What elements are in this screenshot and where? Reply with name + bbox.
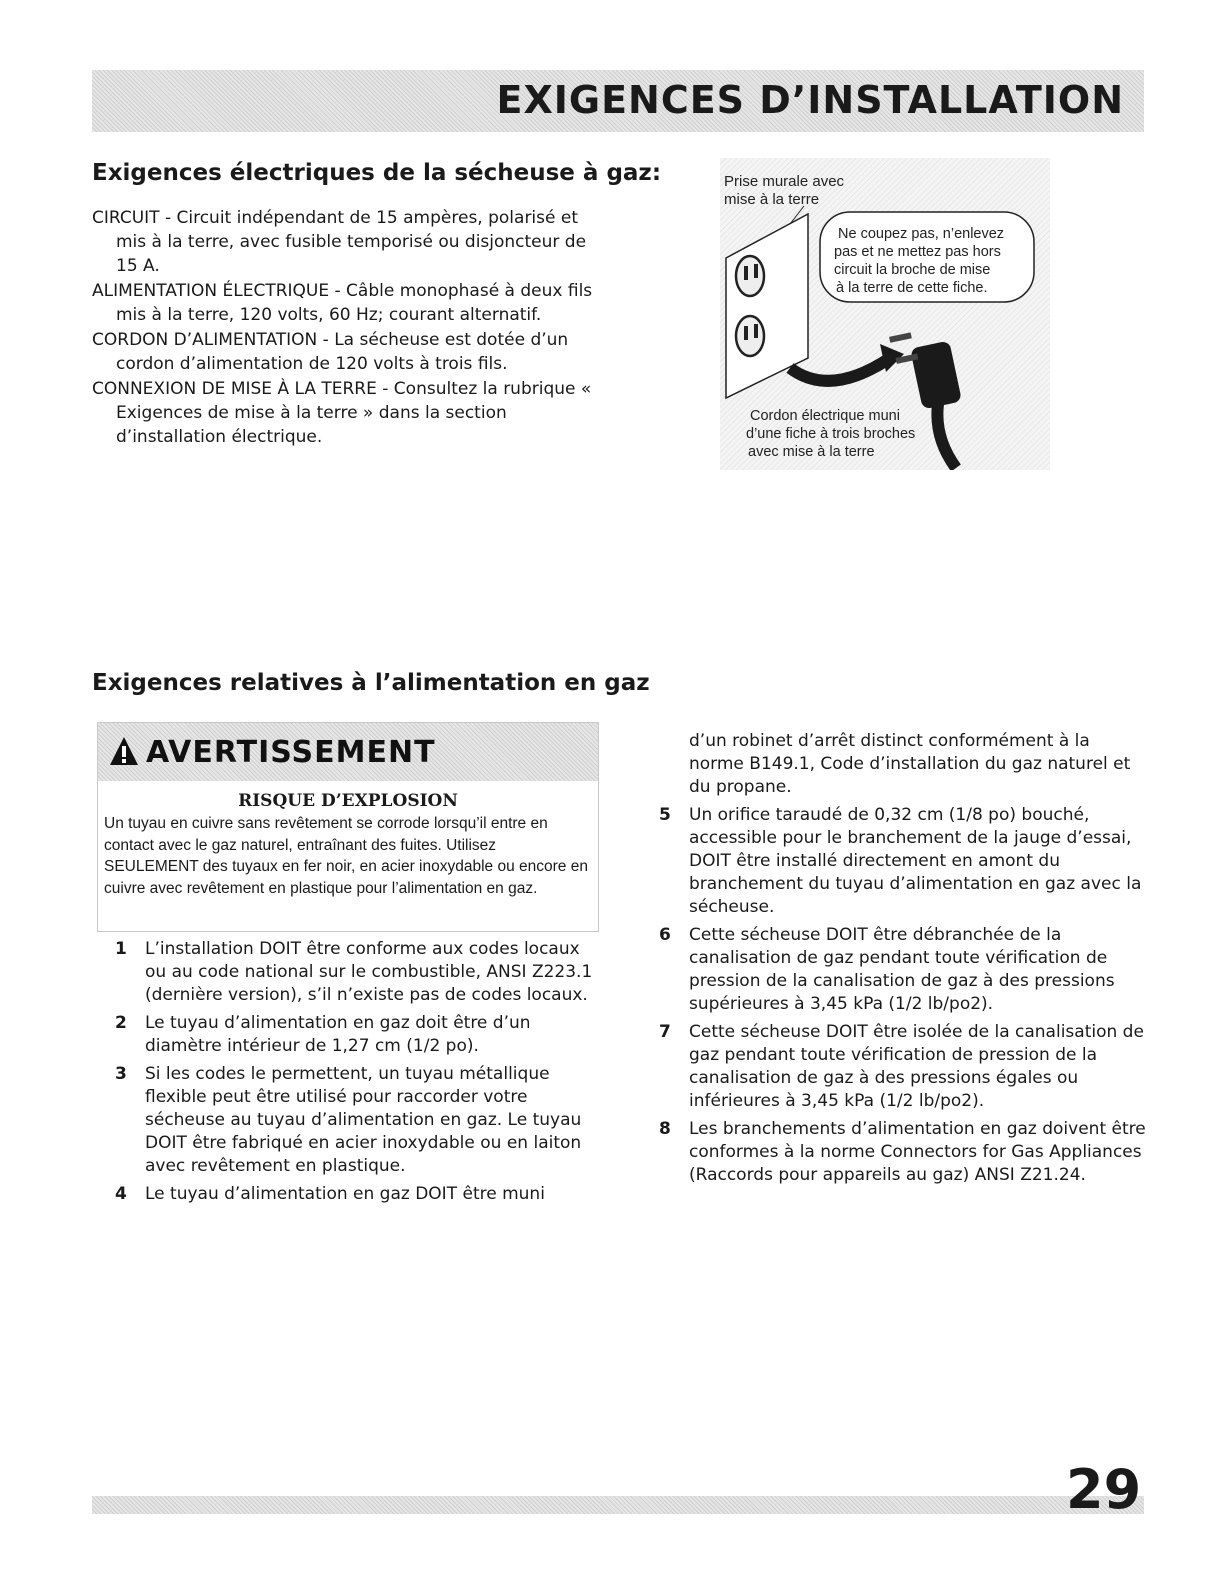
footer-bar: [92, 1496, 1144, 1514]
list-item-number: 1: [115, 939, 127, 959]
cord-label-line3: avec mise à la terre: [748, 444, 875, 460]
cord-label-line2: d’une fiche à trois broches: [746, 426, 916, 442]
list-item-continuation: d’un robinet d’arrêt distinct conformément à la norme B149.1, Code d’installation du gaz naturel et du propane.: [689, 731, 1131, 797]
receptacle-bottom-icon: [736, 316, 764, 356]
gas-heading: Exigences relatives à l’alimentation en gaz: [92, 670, 650, 696]
list-item: [97, 1012, 602, 1058]
list-item-text: Cette sécheuse DOIT être isolée de la canalisation de gaz pendant toute vérification de pression de la canalisation de gaz à des pressions égales ou inférieures à 3,45 kPa (1/2 lb/po2).: [689, 1022, 1144, 1111]
receptacle-top-icon: [736, 256, 764, 296]
list-item: [641, 1118, 1146, 1187]
cord-label-line1: Cordon électrique muni: [750, 408, 900, 424]
list-item-text: Le tuyau d’alimentation en gaz DOIT être muni: [145, 1184, 545, 1204]
list-item: [97, 938, 602, 1007]
outlet-label-line2: mise à la terre: [724, 191, 820, 208]
warning-header: [98, 723, 598, 781]
gas-requirements-list-right: [641, 730, 1146, 1192]
bubble-line3: circuit la broche de mise: [834, 262, 991, 278]
electrical-item-power: ALIMENTATION ÉLECTRIQUE - Câble monophasé à deux fils mis à la terre, 120 volts, 60 Hz; courant alternatif.: [92, 281, 593, 325]
warning-title: AVERTISSEMENT: [146, 735, 436, 770]
list-item-number: 2: [115, 1013, 127, 1033]
electrical-heading: Exigences électriques de la sécheuse à gaz:: [92, 160, 662, 186]
list-item-number: 7: [659, 1022, 671, 1042]
bubble-line2: pas et ne mettez pas hors: [834, 244, 1001, 260]
list-item: [97, 1063, 602, 1178]
list-item-text: Le tuyau d’alimentation en gaz doit être d’un diamètre intérieur de 1,27 cm (1/2 po).: [145, 1013, 531, 1056]
warning-text: Un tuyau en cuivre sans revêtement se corrode lorsqu’il entre en contact avec le gaz naturel, entraînant des fuites. Utilisez SEULEMENT des tuyaux en fer noir, en acier inoxydable ou encore en cuivre avec revêtement en plastique pour l’alimentation en gaz.: [104, 815, 588, 897]
list-item: [641, 924, 1146, 1016]
bubble-line4: à la terre de cette fiche.: [836, 280, 988, 296]
warning-box: [97, 722, 599, 932]
list-item-text: Cette sécheuse DOIT être débranchée de la canalisation de gaz pendant toute vérification de pression de la canalisation de gaz à des pressions supérieures à 3,45 kPa (1/2 lb/po2).: [689, 925, 1115, 1014]
list-item-number: 8: [659, 1119, 671, 1139]
list-item: [97, 1183, 602, 1206]
list-item-number: 6: [659, 925, 671, 945]
electrical-item-grounding: CONNEXION DE MISE À LA TERRE - Consultez la rubrique « Exigences de mise à la terre » dans la section d’installation électrique.: [92, 379, 592, 447]
grounded-outlet-figure: [720, 158, 1050, 470]
gas-requirements-list-left: [97, 938, 602, 1211]
list-item-number: 5: [659, 805, 671, 825]
list-item-text: Un orifice taraudé de 0,32 cm (1/8 po) bouché, accessible pour le branchement de la jauge d’essai, DOIT être installé directement en amont du branchement du tuyau d’alimentation en gaz avec la sécheuse.: [689, 805, 1142, 917]
outlet-label-line1: Prise murale avec: [724, 173, 845, 190]
electrical-item-cord: CORDON D’ALIMENTATION - La sécheuse est dotée d’un cordon d’alimentation de 120 volts à trois fils.: [92, 330, 569, 374]
electrical-item-circuit: CIRCUIT - Circuit indépendant de 15 ampères, polarisé et mis à la terre, avec fusible temporisé ou disjoncteur de 15 A.: [92, 208, 587, 276]
electrical-requirements-list: [92, 206, 612, 450]
list-item: [641, 804, 1146, 919]
page-title: EXIGENCES D’INSTALLATION: [496, 78, 1124, 122]
outlet-illustration: [720, 158, 1050, 470]
warning-subtitle: RISQUE D’EXPLOSION: [238, 791, 458, 811]
page-number: 29: [1066, 1458, 1142, 1521]
header-banner: [92, 70, 1144, 132]
list-item: [641, 1021, 1146, 1113]
bubble-line1: Ne coupez pas, n’enlevez: [838, 226, 1005, 242]
list-item-number: 3: [115, 1064, 127, 1084]
list-item-number: 4: [115, 1184, 127, 1204]
list-item-text: Si les codes le permettent, un tuyau métallique flexible peut être utilisé pour raccorder votre sécheuse au tuyau d’alimentation en gaz. Le tuyau DOIT être fabriqué en acier inoxydable ou en laiton avec revêtement en plastique.: [145, 1064, 582, 1176]
warning-triangle-icon: [108, 735, 140, 767]
list-item-text: Les branchements d’alimentation en gaz doivent être conformes à la norme Connectors for Gas Appliances (Raccords pour appareils au gaz) ANSI Z21.24.: [689, 1119, 1146, 1185]
list-item-text: L’installation DOIT être conforme aux codes locaux ou au code national sur le combustible, ANSI Z223.1 (dernière version), s’il n’existe pas de codes locaux.: [145, 939, 593, 1005]
